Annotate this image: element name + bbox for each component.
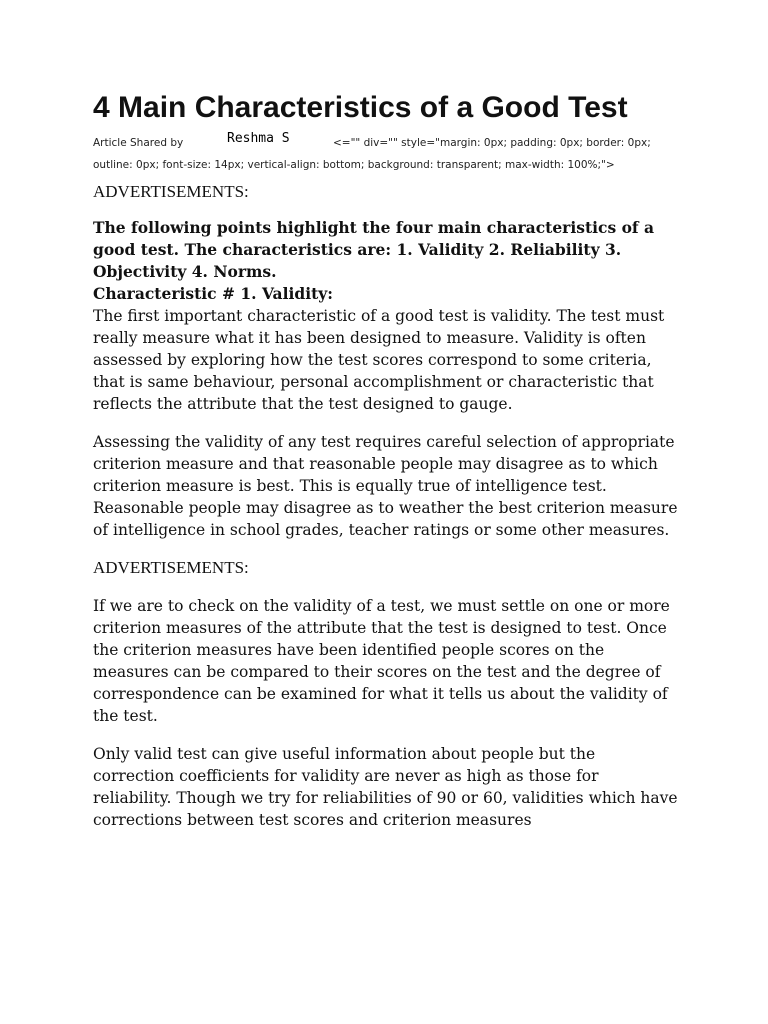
paragraph: Only valid test can give useful information about people but the correction coefficients for validity are never as high as those for reliability. Though we try for reliabilities of 90 or 60, validities which have corrections between test scores and criterion measures [93,745,678,829]
advertisement-label: ADVERTISEMENTS: [93,558,249,577]
author-name[interactable]: Reshma S [227,131,290,146]
paragraph: If we are to check on the validity of a test, we must settle on one or more criterion measures of the attribute that the test is designed to test. Once the criterion measures have been identified people scores on the measures can be compared to their scores on the test and the degree of correspondence can be examined for what it tells us about the validity of the test. [93,597,670,725]
paragraph: The first important characteristic of a good test is validity. The test must really measure what it has been designed to measure. Validity is often assessed by exploring how the test scores correspond to some criteria, that is same behaviour, personal accomplishment or characteristic that reflects the attribute that the test designed to gauge. [93,307,665,413]
article [93,88,678,831]
byline [93,133,678,179]
article-title: 4 Main Characteristics of a Good Test [93,91,628,124]
section-heading: Characteristic # 1. Validity: [93,284,333,303]
intro-summary: The following points highlight the four main characteristics of a good test. The characteristics are: 1. Validity 2. Reliability 3. Objectivity 4. Norms. [93,218,655,281]
stray-code-text-continued: outline: 0px; font-size: 14px; vertical-align: bottom; background: transparent; max-width: 100%;"> [93,159,615,171]
paragraph: Assessing the validity of any test requires careful selection of appropriate criterion measure and that reasonable people may disagree as to which criterion measure is best. This is equally true of intelligence test. Reasonable people may disagree as to weather the best criterion measure of intelligence in school grades, teacher ratings or some other measures. [93,433,678,539]
stray-code-text: <="" div="" style="margin: 0px; padding: 0px; border: 0px; [333,137,651,149]
byline-label: Article Shared by [93,137,184,149]
advertisement-label: ADVERTISEMENTS: [93,182,249,201]
